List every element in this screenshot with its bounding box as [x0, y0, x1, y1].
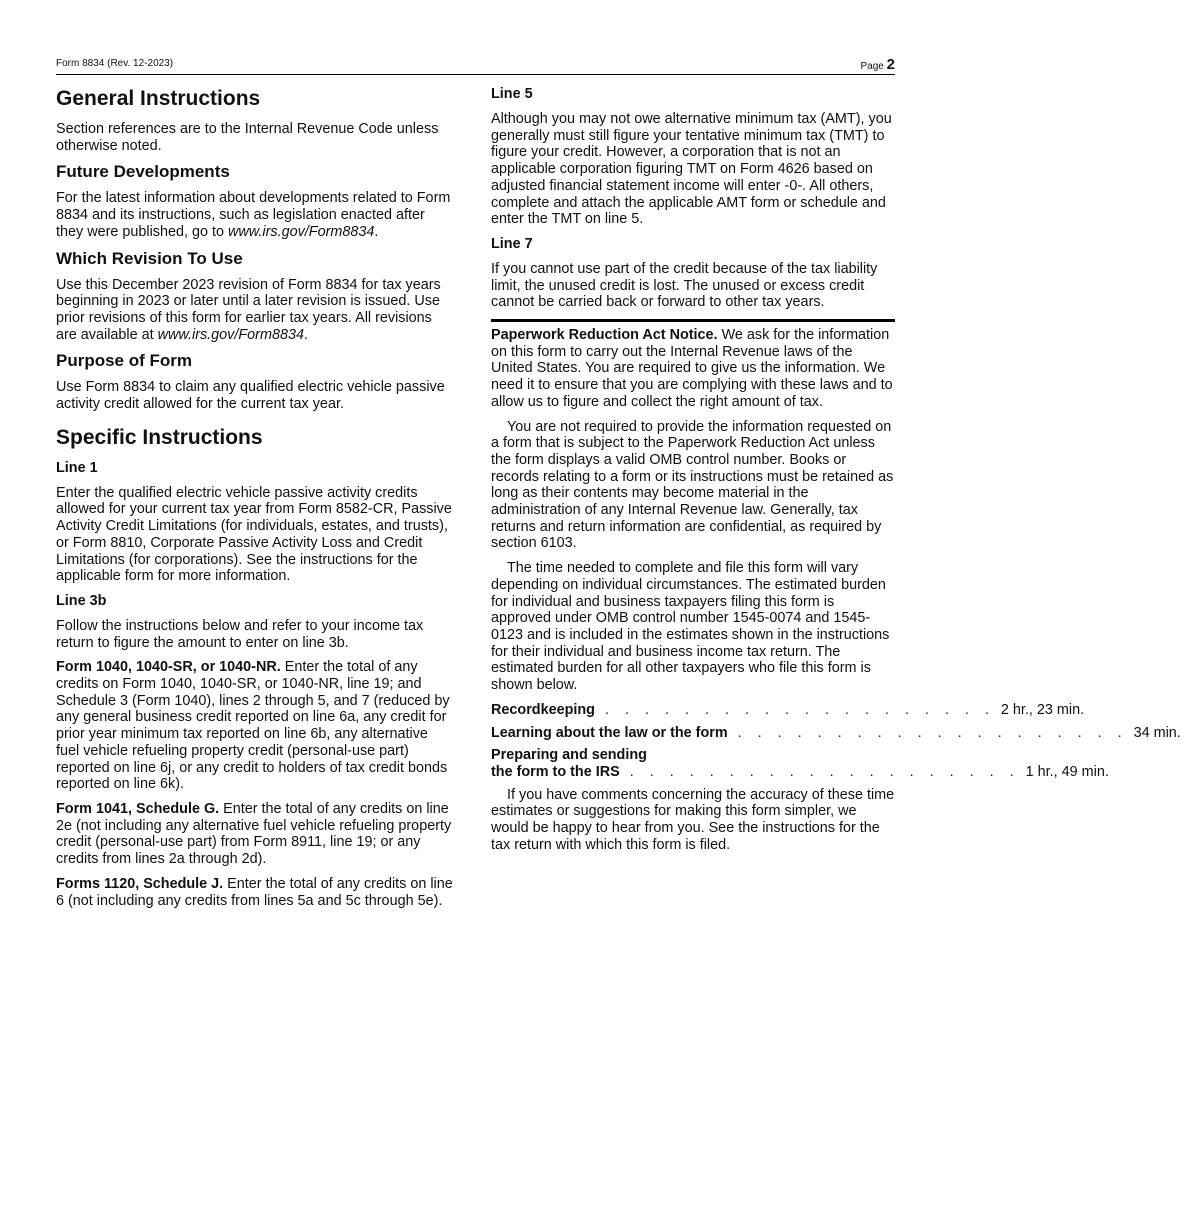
line3b-form1040: Form 1040, 1040-SR, or 1040-NR. Enter the total of any credits on Form 1040, 1040-SR, or 1040-NR, line 19; and Schedule 3 (Form 1040), lines 2 through 5, and 7 (reduced by any general business credit reported on line 6a, any credit for prior year minimum tax reported on line 6b, any alternative fuel vehicle refueling property credit (personal-use part) reported on line 6j, or any credit to holders of tax credit bonds reported on line 6k).: [56, 659, 450, 793]
line5-heading: Line 5: [491, 86, 533, 102]
section-divider: [491, 319, 895, 322]
paperwork-time-text: The time needed to complete and file this form will vary depending on individual circumstances. The estimated burden for individual and business taxpayers filing this form is approved under OMB control number 1545-0074 and 1545-0123 and is included in the estimates shown in the instructions for their individual and business income tax return. The estimated burden for all other taxpayers who file this form is shown below.: [491, 560, 890, 694]
general-instructions-heading: General Instructions: [56, 87, 261, 110]
line1-heading: Line 1: [56, 459, 98, 476]
revision-link[interactable]: www.irs.gov/Form8834: [157, 326, 304, 343]
line3b-form1120: Forms 1120, Schedule J. Enter the total of any credits on line 6 (not including any credits from lines 5a and 5c through 5e).: [56, 875, 453, 909]
page-indicator: [861, 56, 895, 73]
specific-instructions-heading: Specific Instructions: [56, 425, 263, 449]
time-row-learning: Learning about the law or the form . . . . . . . . . . . . . . . . . . . . 34 min.: [491, 724, 1181, 741]
page-word: Page: [860, 61, 884, 72]
time-row-preparing: Preparing and sending the form to the IRS . . . . . . . . . . . . . . . . . . . . 1 hr., 49 min.: [491, 747, 1109, 780]
line7-heading: Line 7: [491, 235, 533, 252]
purpose-text: Use Form 8834 to claim any qualified electric vehicle passive activity credit allowed for the current tax year.: [56, 379, 445, 413]
form-label: Form 8834 (Rev. 12-2023): [56, 58, 174, 69]
line5-text: Although you may not owe alternative minimum tax (AMT), you generally must still figure your tentative minimum tax (TMT) to figure your credit. However, a corporation that is not an applicable corporation figuring TMT on Form 4626 based on adjusted financial statement income will enter -0-. All others, complete and attach the applicable AMT form or schedule and enter the TMT on line 5.: [491, 111, 892, 228]
paperwork-omb-text: You are not required to provide the information requested on a form that is subject to the Paperwork Reduction Act unless the form displays a valid OMB control number. Books or records relating to a form or its instructions must be retained as long as their contents may become material in the administration of any Internal Revenue law. Generally, tax returns and return information are confidential, as required by section 6103.: [491, 418, 894, 552]
page-number: 2: [886, 56, 895, 73]
line1-text: Enter the qualified electric vehicle passive activity credits allowed for your current tax year from Form 8582-CR, Passive Activity Credit Limitations (for individuals, estates, and trusts), or Form 8810, Corporate Passive Activity Loss and Credit Limitations (for corporations). See the instructions for the applicable form for more information.: [56, 484, 452, 585]
page-header: [56, 50, 895, 75]
paperwork-comments-text: If you have comments concerning the accuracy of these time estimates or suggestions for making this form simpler, we would be happy to hear from you. See the instructions for the tax return with which this form is filed.: [491, 786, 895, 853]
paperwork-notice: Paperwork Reduction Act Notice. We ask for the information on this form to carry out the Internal Revenue laws of the United States. You are required to give us the information. We need it to ensure that you are complying with these laws and to allow us to figure and collect the right amount of tax.: [491, 327, 893, 410]
future-link[interactable]: www.irs.gov/Form8834: [228, 223, 375, 240]
line3b-text: Follow the instructions below and refer to your income tax return to figure the amount to enter on line 3b.: [56, 617, 424, 651]
future-developments-heading: Future Developments: [56, 162, 230, 182]
time-row-recordkeeping: Recordkeeping . . . . . . . . . . . . . . . . . . . . 2 hr., 23 min.: [491, 701, 1085, 718]
future-developments-text: For the latest information about developments related to Form 8834 and its instructions, such as legislation enacted after they were published, go to www.irs.gov/Form8834.: [56, 190, 451, 240]
line3b-heading: Line 3b: [56, 592, 107, 609]
general-instructions-text: Section references are to the Internal Revenue Code unless otherwise noted.: [56, 121, 439, 154]
purpose-heading: Purpose of Form: [56, 351, 193, 371]
right-column: [491, 86, 1181, 861]
left-column: [56, 82, 454, 917]
line3b-form1041: Form 1041, Schedule G. Enter the total of any credits on line 2e (not including any alternative fuel vehicle refueling property credit (personal-use part) from Form 8911, line 19; or any credits from lines 2a through 2d).: [56, 800, 452, 868]
line7-text: If you cannot use part of the credit because of the tax liability limit, the unused credit is lost. The unused or excess credit cannot be carried back or forward to other tax years.: [491, 260, 878, 311]
revision-text: Use this December 2023 revision of Form 8834 for tax years beginning in 2023 or later until a later revision is issued. Use prior revisions of this form for earlier tax years. All revisions are available at www.irs.gov/Form8834.: [56, 276, 441, 343]
revision-heading: Which Revision To Use: [56, 248, 243, 268]
